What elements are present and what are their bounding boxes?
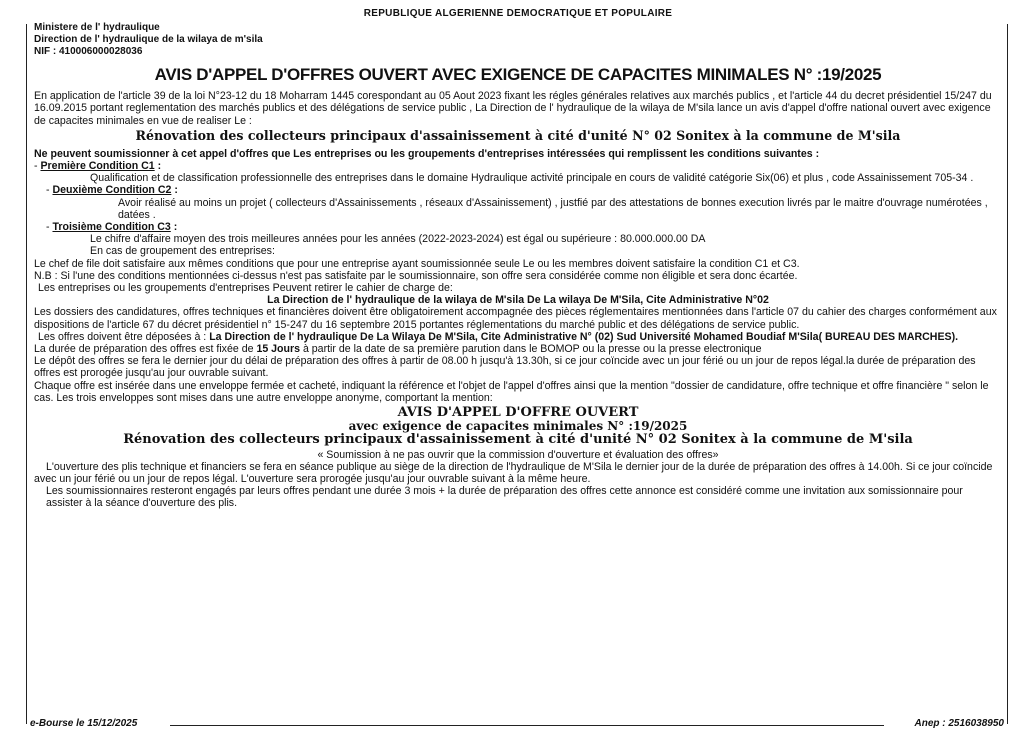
soumission-line: « Soumission à ne pas ouvrir que la commission d'ouverture et évaluation des offres» — [317, 448, 719, 461]
condition-2-colon: : — [171, 184, 178, 197]
retirer-paragraph: Les entreprises ou les groupements d'entreprises Peuvent retirer le cahier de charge de: — [38, 282, 453, 295]
duration-text-a: La durée de préparation des offres est fixée de — [34, 343, 257, 356]
direction-line: Direction de l' hydraulique de la wilaya de m'sila — [34, 34, 263, 46]
condition-2-dash: - — [46, 184, 53, 197]
condition-3-text: Le chifre d'affaire moyen des trois meilleures années pour les années (2022-2023-2024) est égal ou supérieure : 80.000.000.00 DA — [90, 233, 706, 246]
enveloppe-paragraph: Chaque offre est insérée dans une enveloppe fermée et cacheté, indiquant la référence et l'objet de l'appel d'offres ainsi que la mention "dossier de candidature, offre technique et offre financière " selon le cas. Les trois enveloppes sont mises dans une autre enveloppe anonyme, comportant la mention: — [34, 379, 989, 404]
ouverture-paragraph: L'ouverture des plis technique et financiers se fera en séance publique au siège de la direction de l'hydraulique de M'Sila le dernier jour de la durée de préparation des offres à 14.00h. Si ce jour coïncide avec un jour férié ou un jour de repos légal. L'ouverture sera prorogée jusqu'au jour ouvrable suivant à la même heure. — [34, 460, 993, 485]
condition-1-dash: - — [34, 160, 41, 173]
depot-paragraph: Le dépôt des offres se fera le dernier jour du délai de préparation des offres à partir de 08.00 h jusqu'à 13.30h, si ce jour coïncide avec un jour férié ou un jour de repos légal.la durée de préparation des offres est prorogée jusqu'au jour ouvrable suivant. — [34, 355, 976, 380]
eligibility-paragraph: Ne peuvent soumissionner à cet appel d'offres que Les entreprises ou les groupements d'entreprises intéressées qui remplissent les conditions suivantes : — [34, 147, 820, 160]
mention-subtitle: avec exigence de capacites minimales N° :19/2025 — [348, 418, 688, 433]
engagement-paragraph: Les soumissionnaires resteront engagés par leurs offres pendant une durée 3 mois + la durée de préparation des offres cette annonce est considéré comme une invitation aux somissionnaire pour assister à la séance d'ouverture des plis. — [46, 485, 963, 510]
condition-3-label: Troisième Condition C3 — [52, 221, 171, 234]
condition-1-heading — [34, 160, 1002, 172]
condition-3-heading — [34, 221, 1002, 233]
direction-address: La Direction de l' hydraulique de la wilaya de M'sila De La wilaya De M'Sila, Cite Administrative N°02 — [267, 294, 769, 307]
intro-paragraph: En application de l'article 39 de la loi N°23-12 du 18 Moharram 1445 corespondant au 05 Aout 2023 fixant les régles générales relatives aux marchés publics , et l'article 44 du decret présidentiel 15/247 du 16.09.2015 portant reglementation des marchés publics et des délégations de service public , La Direction de l' hydraulique de la wilaya de M'sila lance un avis d'appel d'offre national ouvert avec exigence de capacites minimales en vue de realiser Le : — [34, 90, 992, 127]
footer — [30, 718, 1004, 732]
condition-1-label: Première Condition C1 — [40, 160, 155, 173]
duration-text-c: à partir de la date de sa première parution dans le BOMOP ou la presse ou la presse electronique — [300, 343, 762, 356]
nif-line: NIF : 410006000028036 — [34, 46, 143, 58]
mention-project: Rénovation des collecteurs principaux d'assainissement à cité d'unité N° 02 Sonitex à la commune de M'sila — [123, 432, 913, 448]
duration-paragraph — [34, 343, 1002, 355]
condition-2-label: Deuxième Condition C2 — [52, 184, 172, 197]
deposit-paragraph — [34, 331, 1002, 343]
dossiers-paragraph: Les dossiers des candidatures, offres techniques et financières doivent être obligatoirement accompagnée des pièces réglementaires mentionnées dans l'article 07 du cahier des charges conformément aux dispositions de l'article 67 du décret présidentiel n° 15-247 du 16 septembre 2015 portantes réglementations du marché public et des délégations de service public. — [34, 306, 997, 331]
notice-title: AVIS D'APPEL D'OFFRES OUVERT AVEC EXIGENCE DE CAPACITES MINIMALES N° :19/2025 — [154, 65, 882, 85]
republic-header: REPUBLIQUE ALGERIENNE DEMOCRATIQUE ET POPULAIRE — [363, 8, 673, 19]
footer-anep: Anep : 2516038950 — [914, 718, 1004, 729]
condition-2-heading — [34, 184, 1002, 196]
condition-1-colon: : — [154, 160, 162, 173]
groupement-line: En cas de groupement des entreprises: — [90, 245, 275, 258]
nb-paragraph: N.B : Si l'une des conditions mentionnées ci-dessus n'est pas satisfaite par le soumissionnaire, son offre sera considérée comme non éligible et sera donc écartée. — [34, 269, 798, 282]
condition-3-dash: - — [46, 221, 53, 234]
mention-title: AVIS D'APPEL D'OFFRE OUVERT — [397, 405, 639, 421]
condition-3-colon: : — [170, 221, 178, 234]
footer-rule — [170, 725, 884, 726]
deposit-address: La Direction de l' hydraulique De La Wilaya De M'Sila, Cite Administrative N° (02) Sud Université Mohamed Boudiaf M'Sila( BUREAU DES MARCHES). — [209, 330, 959, 343]
deposit-label: Les offres doivent être déposées à : — [38, 330, 210, 343]
project-title: Rénovation des collecteurs principaux d'assainissement à cité d'unité N° 02 Sonitex à la commune de M'sila — [135, 127, 901, 143]
condition-1-text: Qualification et de classification professionnelle des entreprises dans le domaine Hydraulique activité principale en cours de validité catégorie Six(06) et plus , code Assainissement 705-34 . — [90, 172, 974, 185]
condition-2-text: Avoir réalisé au moins un projet ( collecteurs d'Assainissements , réseaux d'Assainissement) , justfié par des attestations de bonnes execution livrés par le maitre d'ouvrage numérotées , datées . — [118, 196, 988, 221]
duration-days: 15 Jours — [256, 343, 301, 356]
chef-file-paragraph: Le chef de file doit satisfaire aux mêmes conditions que pour une entreprise ayant soumissionnée seule Le ou les membres doivent satisfaire la condition C1 et C3. — [34, 257, 800, 270]
ministry-line: Ministere de l' hydraulique — [34, 22, 160, 34]
footer-source: e-Bourse le 15/12/2025 — [30, 718, 138, 729]
